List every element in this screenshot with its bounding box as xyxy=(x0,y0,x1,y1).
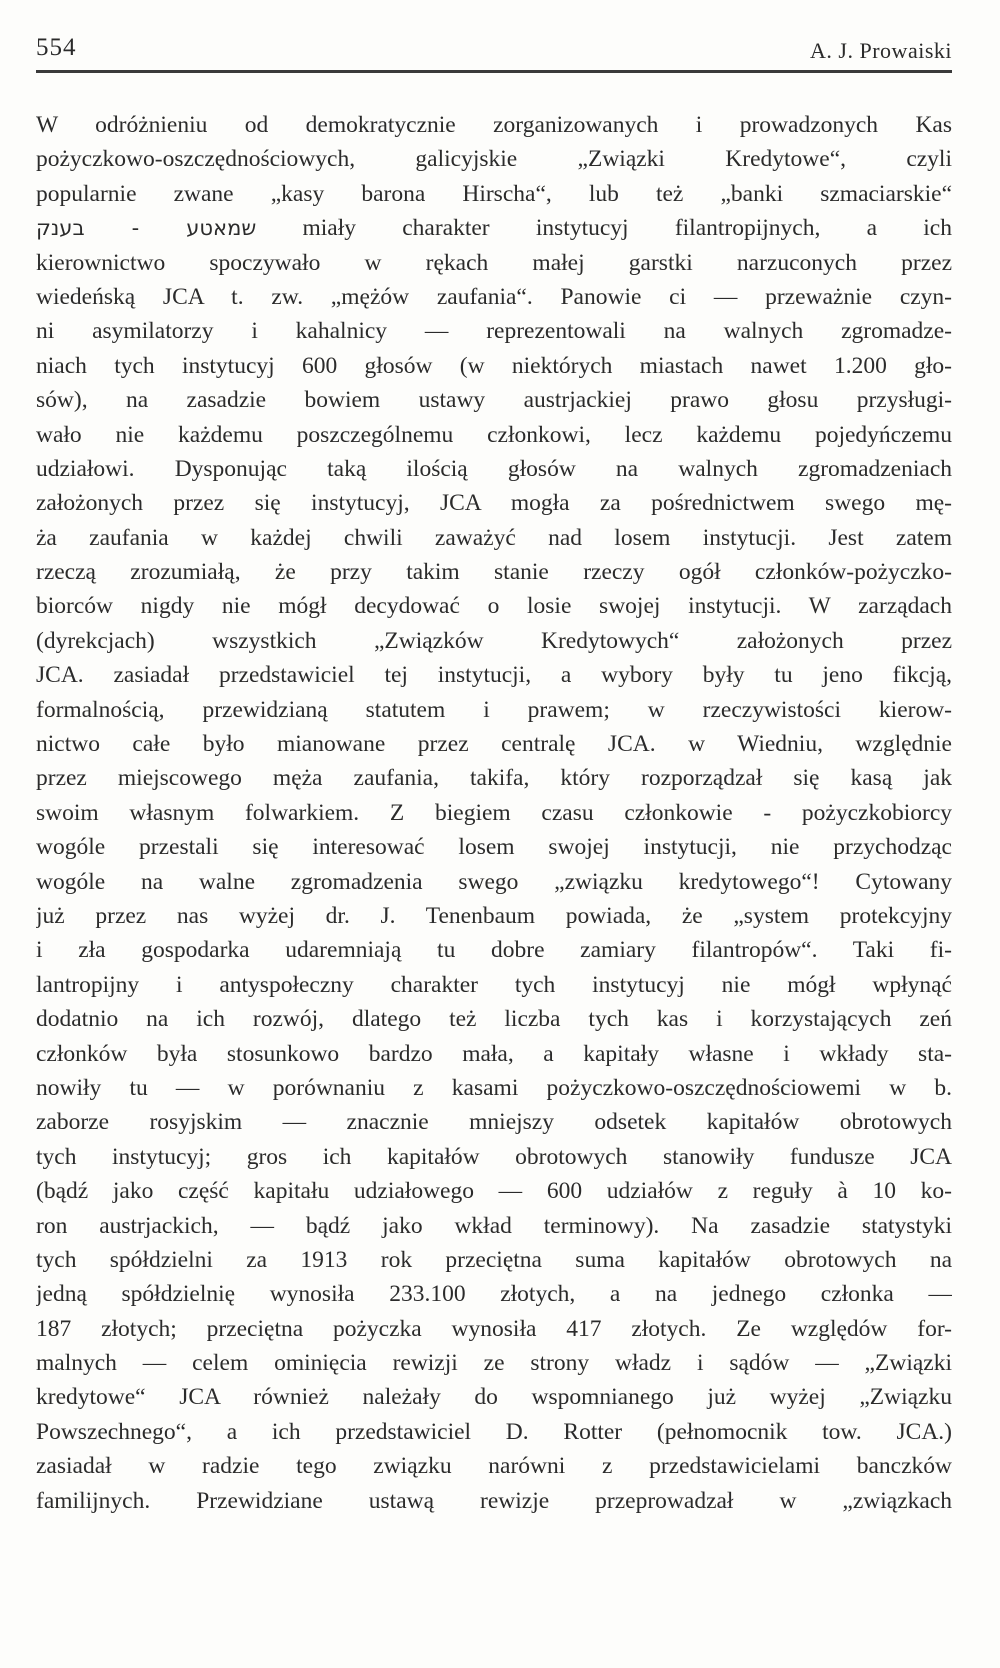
text-line: niach tych instytucyj 600 głosów (w niektórych miastach nawet 1.200 gło- xyxy=(36,352,952,379)
text-line: założonych przez się instytucyj, JCA mogła za pośrednictwem swego mę- xyxy=(36,490,952,517)
text-line: 187 złotych; przeciętna pożyczka wynosiła 417 złotych. Ze względów for- xyxy=(36,1315,952,1342)
text-line: już przez nas wyżej dr. J. Tenenbaum powiada, że „system protekcyjny xyxy=(36,902,952,929)
text-line: swoim własnym folwarkiem. Z biegiem czasu członkowie - pożyczkobiorcy xyxy=(36,799,952,826)
text-line: zasiadał w radzie tego związku narówni z przedstawicielami banczków xyxy=(36,1453,952,1480)
text-line: członków była stosunkowo bardzo mała, a kapitały własne i wkłady sta- xyxy=(36,1040,952,1067)
text-line: rzeczą zrozumiałą, że przy takim stanie rzeczy ogół członków-pożyczko- xyxy=(36,559,952,586)
text-line: ron austrjackich, — bądź jako wkład terminowy). Na zasadzie statystyki xyxy=(36,1212,952,1239)
page-header xyxy=(36,32,952,72)
text-line-with-hebrew: שמאטע - בענק miały charakter instytucyj filantropijnych, a ich xyxy=(36,215,952,242)
text-line: popularnie zwane „kasy barona Hirscha“, lub też „banki szmaciarskie“ xyxy=(36,180,952,207)
text-line: JCA. zasiadał przedstawiciel tej instytucji, a wybory były tu jeno fikcją, xyxy=(36,662,952,689)
text-line: udziałowi. Dysponując taką ilością głosów na walnych zgromadzeniach xyxy=(36,455,952,482)
text-line: kredytowe“ JCA również należały do wspomnianego już wyżej „Związku xyxy=(36,1384,952,1411)
text-line: Powszechnego“, a ich przedstawiciel D. Rotter (pełnomocnik tow. JCA.) xyxy=(36,1418,952,1445)
text-line: nictwo całe było mianowane przez centralę JCA. w Wiedniu, względnie xyxy=(36,731,952,758)
text-line: pożyczkowo-oszczędnościowych, galicyjskie „Związki Kredytowe“, czyli xyxy=(36,146,952,173)
text-line: zaborze rosyjskim — znacznie mniejszy odsetek kapitałów obrotowych xyxy=(36,1109,952,1136)
text-line: lantropijny i antyspołeczny charakter tych instytucyj nie mógł wpłynąć xyxy=(36,971,952,998)
text-line: wogóle przestali się interesować losem swojej instytucji, nie przychodząc xyxy=(36,834,952,861)
text-line: i zła gospodarka udaremniają tu dobre zamiary filantropów“. Taki fi- xyxy=(36,937,952,964)
text-line: biorców nigdy nie mógł decydować o losie swojej instytucji. W zarządach xyxy=(36,593,952,620)
text-line: jedną spółdzielnię wynosiła 233.100 złotych, a na jednego członka — xyxy=(36,1281,952,1308)
text-line: W odróżnieniu od demokratycznie zorganizowanych i prowadzonych Kas xyxy=(36,112,952,138)
text-line: dodatnio na ich rozwój, dlatego też liczba tych kas i korzystających zeń xyxy=(36,1006,952,1033)
header-rule xyxy=(36,70,952,73)
text-line: (dyrekcjach) wszystkich „Związków Kredytowych“ założonych przez xyxy=(36,627,952,654)
text-line: przez miejscowego męża zaufania, takifa, który rozporządzał się kasą jak xyxy=(36,765,952,792)
text-line: wiedeńską JCA t. zw. „mężów zaufania“. Panowie ci — przeważnie czyn- xyxy=(36,283,952,310)
text-line: tych spółdzielni za 1913 rok przeciętna suma kapitałów obrotowych na xyxy=(36,1246,952,1273)
text-line: ni asymilatorzy i kahalnicy — reprezentowali na walnych zgromadze- xyxy=(36,318,952,345)
text-line: nowiły tu — w porównaniu z kasami pożyczkowo-oszczędnościowemi w b. xyxy=(36,1074,952,1101)
text-line: formalnością, przewidzianą statutem i prawem; w rzeczywistości kierow- xyxy=(36,696,952,723)
text-line: wało nie każdemu poszczególnemu członkowi, lecz każdemu pojedyńczemu xyxy=(36,421,952,448)
text-line: sów), na zasadzie bowiem ustawy austrjackiej prawo głosu przysługi- xyxy=(36,387,952,414)
running-head-author: A. J. Prowaiski xyxy=(810,38,952,63)
body-text xyxy=(36,108,952,1518)
text-line: ża zaufania w każdej chwili zaważyć nad losem instytucji. Jest zatem xyxy=(36,524,952,551)
text-line-last: familijnych. Przewidziane ustawą rewizje przeprowadzał w „związkach xyxy=(36,1487,952,1514)
text-line: malnych — celem ominięcia rewizji ze strony władz i sądów — „Związki xyxy=(36,1350,952,1377)
text-line: (bądź jako część kapitału udziałowego — 600 udziałów z reguły à 10 ko- xyxy=(36,1178,952,1205)
page-number: 554 xyxy=(36,34,77,61)
text-line: kierownictwo spoczywało w rękach małej garstki narzuconych przez xyxy=(36,249,952,276)
text-line: wogóle na walne zgromadzenia swego „związku kredytowego“! Cytowany xyxy=(36,868,952,895)
text-line: tych instytucyj; gros ich kapitałów obrotowych stanowiły fundusze JCA xyxy=(36,1143,952,1170)
hebrew-phrase: שמאטע - בענק xyxy=(36,216,257,241)
